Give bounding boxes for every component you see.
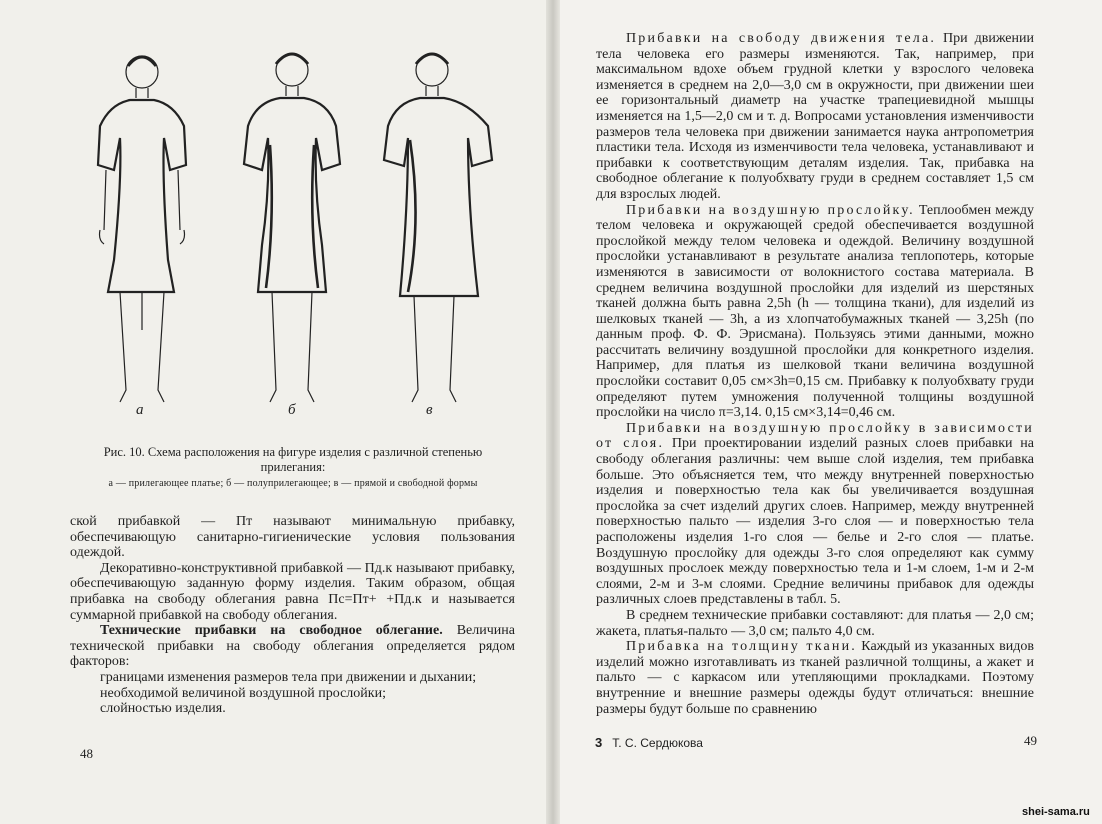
section-heading: Технические прибавки на свободное облегание. bbox=[100, 623, 443, 639]
caption-legend: а — прилегающее платье; б — полуприлегающее; в — прямой и свободной формы bbox=[108, 478, 478, 489]
page-number-right: 49 bbox=[1024, 733, 1037, 748]
paragraph bbox=[596, 31, 1034, 203]
section-heading: Прибавка на толщину ткани. bbox=[626, 639, 858, 655]
label-a: а bbox=[136, 402, 144, 418]
label-b: б bbox=[288, 402, 296, 418]
paragraph bbox=[596, 608, 1034, 639]
paragraph-text: При проектировании изделий разных слоев прибавки на свободу облегания различны: чем выше слой изделия, тем прибавка больше. Это объясняется тем, что между внутренней поверхностью изделия и поверхностью тела как бы увеличивается воздушная прослойка за счет изделий других слоев. Например, между внутренней поверхностью пальто — изделия 3-го слоя — и поверхностью тела расположены изделия 1-го слоя — белье и 2-го слоя — платье. Воздушную прослойку для одежды 3-го слоя определяют как сумму воздушных прослоек между поверхностью тела и 1-м слоем, 1-м и 2-м слоями, 2-м и 3-м слоями. Средние величины прибавок для одежды различных слоев представлены в табл. 5. bbox=[596, 436, 1034, 608]
section-heading: Прибавки на воздушную прослойку в зависимости от слоя. bbox=[596, 420, 1034, 452]
right-body bbox=[596, 31, 1034, 717]
page-number-left: 48 bbox=[80, 746, 93, 761]
signature-footer bbox=[595, 735, 703, 750]
left-body bbox=[70, 514, 515, 717]
paragraph-text: В среднем технические прибавки составляют: для платья — 2,0 см; жакета, платья-пальто — 3,0 см; пальто 4,0 см. bbox=[596, 607, 1034, 639]
paragraph bbox=[70, 623, 515, 670]
paragraph: Декоративно-конструктивной прибавкой — Пд.к называют прибавку, обеспечивающую заданную форму изделия. Таким образом, общая прибавка на свободу облегания равна Пс=Пт+ +Пд.к и называется суммарной прибавкой на свободу облегания. bbox=[70, 560, 515, 623]
list-item: слойностью изделия. bbox=[100, 701, 226, 717]
figure-c bbox=[384, 54, 492, 402]
paragraph-text: Каждый из указанных видов изделий можно изготавливать из тканей различной толщины, а жакет и пальто — с каркасом или утепляющими прокладками. Поэтому внутренние и внешние размеры одежды будут отличаться: внешние размеры будут больше по сравнению bbox=[596, 639, 1034, 717]
caption-title: Рис. 10. Схема расположения на фигуре изделия с различной степенью прилегания: bbox=[103, 445, 483, 474]
figure-b bbox=[244, 54, 340, 402]
figure-a bbox=[98, 56, 186, 402]
list-item: необходимой величиной воздушной прослойки; bbox=[100, 685, 386, 701]
figure-caption bbox=[88, 445, 498, 490]
watermark: shei-sama.ru bbox=[1022, 806, 1090, 818]
paragraph: ской прибавкой — Пт называют минимальную прибавку, обеспечивающую санитарно-гигиенические условия пользования одеждой. bbox=[70, 514, 515, 561]
author-name: Т. С. Сердюкова bbox=[612, 736, 703, 750]
signature-mark: 3 bbox=[595, 735, 603, 750]
figure-10 bbox=[70, 30, 520, 430]
paragraph-text: Величина технической прибавки на свободу облегания определяется рядом факторов: bbox=[70, 623, 515, 670]
list-item: границами изменения размеров тела при движении и дыхании; bbox=[100, 669, 477, 685]
gutter bbox=[546, 0, 560, 824]
paragraph-text: Теплообмен между телом человека и окружающей средой обеспечивается воздушной прослойкой между телом человека и одеждой. Величину воздушной прослойки устанавливают в результате анализа теплопотерь, которые изменяются в зависимости от волокнистого состава материала. В среднем величина воздушной прослойки для изделий из шерстяных тканей должна быть равна 2,5h (h — толщина ткани), для изделий из шелковых тканей — 3h, а из хлопчатобумажных тканей — 3,25h (по данным проф. Ф. Ф. Эрисмана). Пользуясь этими данными, можно рассчитать величину воздушной прослойки для конкретного изделия. Например, для платья из шелковой ткани величина воздушной прослойки составит 0,05 см×3h=0,15 см. Прибавку к полуобхвату груди определяют путем умножения полученной толщины воздушной прослойки на число π=3,14. 0,15 см×3,14=0,46 см. bbox=[596, 202, 1034, 421]
section-heading: Прибавки на свободу движения тела. bbox=[626, 31, 937, 46]
paragraph bbox=[596, 203, 1034, 421]
paragraph bbox=[596, 421, 1034, 608]
section-heading: Прибавки на воздушную прослойку. bbox=[626, 202, 915, 218]
label-c: в bbox=[426, 402, 433, 418]
paragraph-text: При движении тела человека его размеры изменяются. Так, например, при максимальном вдохе объем грудной клетки у взрослого человека изменяется в среднем на 2,0—3,0 см в окружности, при движении шеи ее горизонтальный диаметр на участке трапециевидной мышцы изменяется на 1,5—2,0 см и т. д. Вопросами установления изменчивости размеров тела человека при движении занимается наука антропометрия пластики тела. Исходя из изменчивости тела человека, устанавливают и прибавки к соответствующим деталям изделия. Так, прибавка на свободное облегание к полуобхвату груди в среднем составляет 1,5 см для взрослых людей. bbox=[596, 31, 1034, 202]
paragraph bbox=[596, 639, 1034, 717]
